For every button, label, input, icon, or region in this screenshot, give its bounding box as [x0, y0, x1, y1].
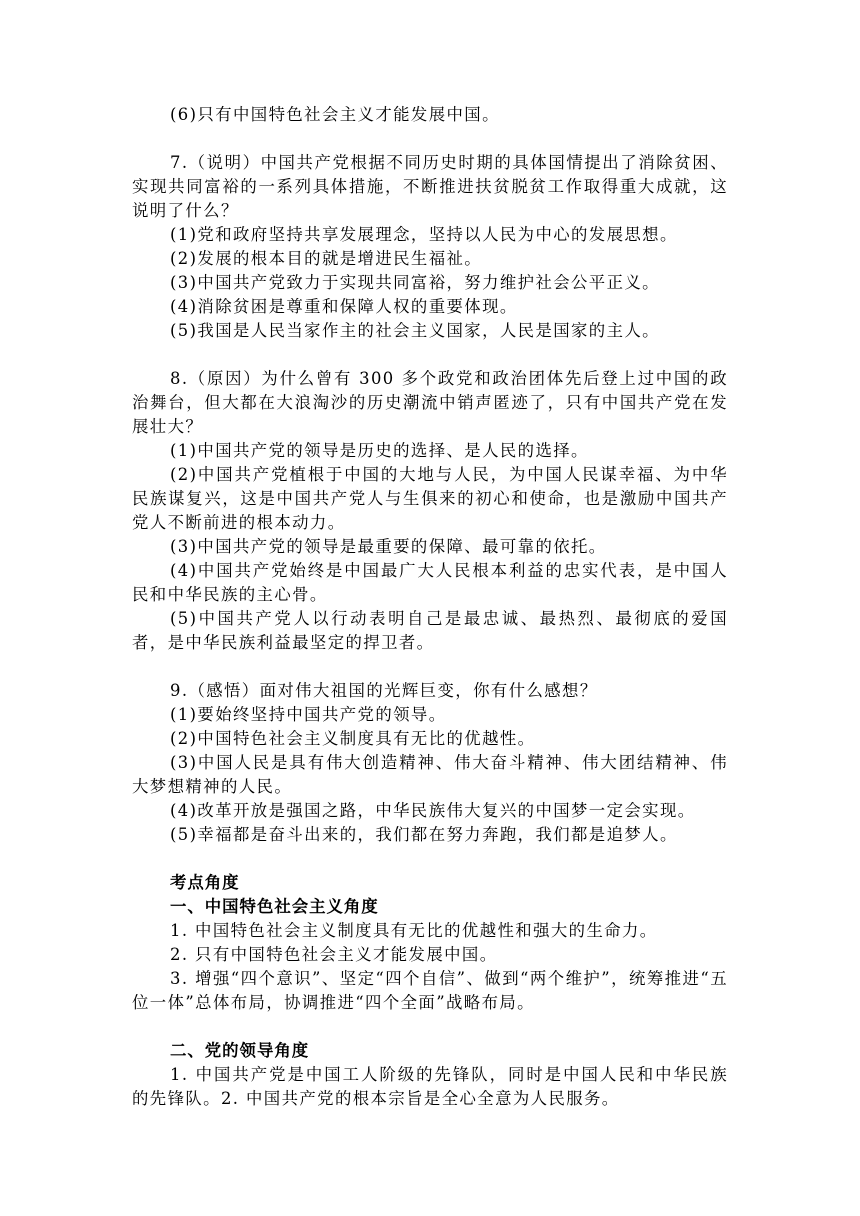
q7-answer-1: (1)党和政府坚持共享发展理念，坚持以人民为中心的发展思想。	[170, 225, 678, 244]
section-1-item-2: 2. 只有中国特色社会主义才能发展中国。	[170, 945, 498, 964]
q9-question: 9.（感悟）面对伟大祖国的光辉巨变，你有什么感想？	[170, 681, 598, 700]
q8-answer-4: (4)中国共产党始终是中国最广大人民根本利益的忠实代表，是中国人民和中华民族的主心骨。	[132, 561, 728, 604]
q9-answer-5: (5)幸福都是奋斗出来的，我们都在努力奔跑，我们都是追梦人。	[170, 825, 678, 844]
section-1-item-1: 1. 中国特色社会主义制度具有无比的优越性和强大的生命力。	[170, 921, 658, 940]
spacer	[132, 127, 728, 151]
q7-answer-2: (2)发展的根本目的就是增进民生福祉。	[170, 249, 483, 268]
spacer	[132, 847, 728, 871]
q9-answer-2: (2)中国特色社会主义制度具有无比的优越性。	[170, 729, 536, 748]
q9-answer-4: (4)改革开放是强国之路，中华民族伟大复兴的中国梦一定会实现。	[170, 801, 696, 820]
spacer	[132, 343, 728, 367]
q7-question: 7.（说明）中国共产党根据不同历史时期的具体国情提出了消除贫困、实现共同富裕的一系列具体措施，不断推进扶贫脱贫工作取得重大成就，这说明了什么？	[132, 153, 728, 220]
spacer	[132, 655, 728, 679]
kaodian-heading: 考点角度	[170, 873, 240, 892]
section-1-item-3: 3. 增强“四个意识”、坚定“四个自信”、做到“两个维护”，统筹推进“五位一体”总体布局，协调推进“四个全面”战略布局。	[132, 969, 728, 1012]
q7-answer-5: (5)我国是人民当家作主的社会主义国家，人民是国家的主人。	[170, 321, 660, 340]
q8-answer-5: (5)中国共产党人以行动表明自己是最忠诚、最热烈、最彻底的爱国者，是中华民族利益最坚定的捍卫者。	[132, 609, 728, 652]
q6-answer-6: (6)只有中国特色社会主义才能发展中国。	[170, 105, 500, 124]
q9-answer-1: (1)要始终坚持中国共产党的领导。	[170, 705, 447, 724]
section-1-title: 一、中国特色社会主义角度	[170, 897, 379, 916]
section-2-item-1: 1. 中国共产党是中国工人阶级的先锋队，同时是中国人民和中华民族的先锋队。2. 中国共产党的根本宗旨是全心全意为人民服务。	[132, 1065, 728, 1108]
q9-answer-3: (3)中国人民是具有伟大创造精神、伟大奋斗精神、伟大团结精神、伟大梦想精神的人民。	[132, 753, 728, 796]
q8-answer-2: (2)中国共产党植根于中国的大地与人民，为中国人民谋幸福、为中华民族谋复兴，这是中国共产党人与生俱来的初心和使命，也是激励中国共产党人不断前进的根本动力。	[132, 465, 728, 532]
q8-answer-3: (3)中国共产党的领导是最重要的保障、最可靠的依托。	[170, 537, 607, 556]
document-body	[132, 103, 728, 1111]
section-2-title: 二、党的领导角度	[170, 1041, 310, 1060]
q7-answer-4: (4)消除贫困是尊重和保障人权的重要体现。	[170, 297, 518, 316]
spacer	[132, 1015, 728, 1039]
q8-question: 8.（原因）为什么曾有 300 多个政党和政治团体先后登上过中国的政治舞台，但大都在大浪淘沙的历史潮流中销声匿迹了，只有中国共产党在发展壮大？	[132, 369, 728, 436]
q7-answer-3: (3)中国共产党致力于实现共同富裕，努力维护社会公平正义。	[170, 273, 660, 292]
q8-answer-1: (1)中国共产党的领导是历史的选择、是人民的选择。	[170, 441, 589, 460]
